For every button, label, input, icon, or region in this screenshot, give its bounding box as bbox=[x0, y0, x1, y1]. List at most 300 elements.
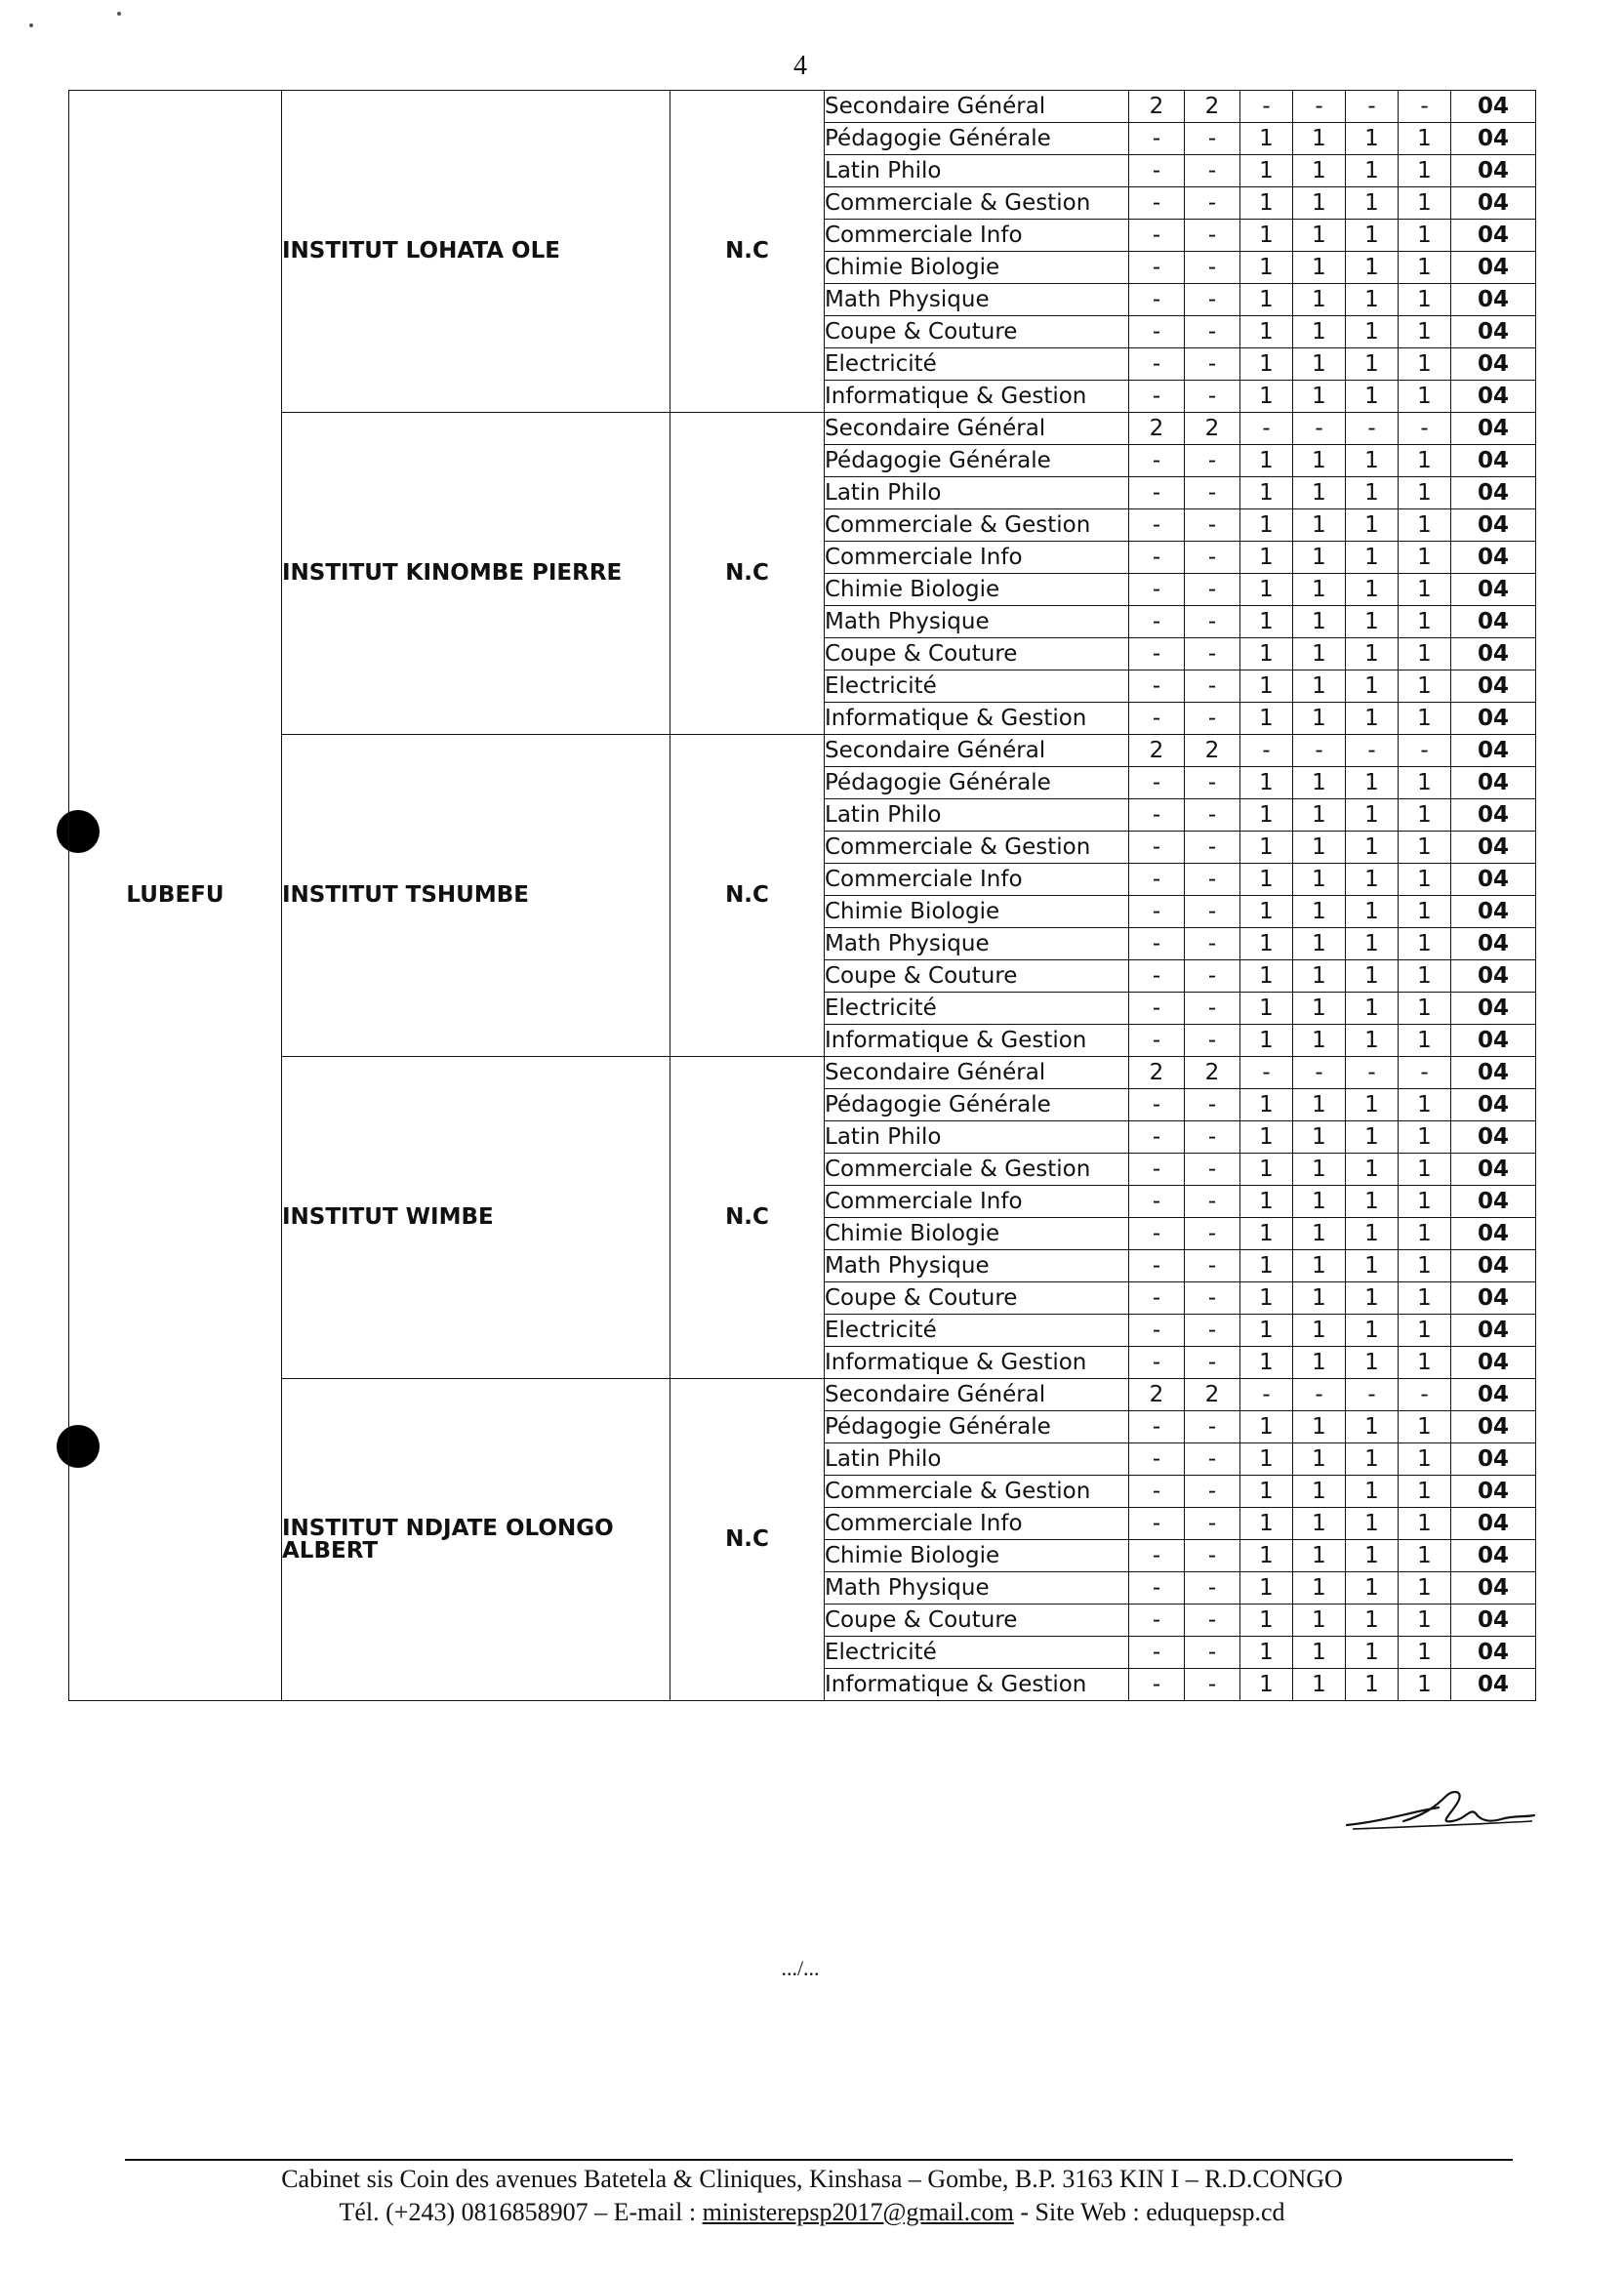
count-cell: 1 bbox=[1293, 703, 1346, 735]
option-name: Latin Philo bbox=[825, 1443, 1129, 1476]
count-cell: 1 bbox=[1399, 477, 1451, 509]
count-cell: 1 bbox=[1399, 832, 1451, 864]
count-cell: - bbox=[1129, 832, 1185, 864]
count-cell: 1 bbox=[1240, 1282, 1293, 1315]
count-cell: - bbox=[1129, 1637, 1185, 1669]
count-cell: 1 bbox=[1399, 1411, 1451, 1443]
count-cell: 1 bbox=[1293, 993, 1346, 1025]
count-cell: 1 bbox=[1240, 316, 1293, 348]
count-cell: - bbox=[1185, 1089, 1240, 1121]
count-cell: 1 bbox=[1293, 1572, 1346, 1605]
count-cell: - bbox=[1185, 252, 1240, 284]
option-name: Coupe & Couture bbox=[825, 1282, 1129, 1315]
count-cell: 1 bbox=[1399, 1572, 1451, 1605]
signature-scribble bbox=[1345, 1782, 1536, 1841]
school-status: N.C bbox=[670, 735, 825, 1057]
count-cell: - bbox=[1185, 123, 1240, 155]
option-name: Pédagogie Générale bbox=[825, 767, 1129, 799]
footer-phone: Tél. (+243) 0816858907 – E-mail : bbox=[339, 2198, 703, 2226]
count-cell: 1 bbox=[1399, 155, 1451, 187]
total-cell: 04 bbox=[1451, 187, 1536, 220]
count-cell: 1 bbox=[1399, 1282, 1451, 1315]
option-name: Informatique & Gestion bbox=[825, 1347, 1129, 1379]
scan-speck bbox=[117, 12, 121, 16]
count-cell: 1 bbox=[1346, 928, 1399, 960]
count-cell: - bbox=[1185, 1605, 1240, 1637]
school-name: INSTITUT NDJATE OLONGO ALBERT bbox=[282, 1379, 670, 1701]
total-cell: 04 bbox=[1451, 316, 1536, 348]
count-cell: 1 bbox=[1240, 960, 1293, 993]
count-cell: 1 bbox=[1293, 1154, 1346, 1186]
option-name: Secondaire Général bbox=[825, 1379, 1129, 1411]
count-cell: - bbox=[1129, 1347, 1185, 1379]
option-name: Math Physique bbox=[825, 1572, 1129, 1605]
total-cell: 04 bbox=[1451, 960, 1536, 993]
count-cell: - bbox=[1185, 1540, 1240, 1572]
total-cell: 04 bbox=[1451, 864, 1536, 896]
count-cell: 1 bbox=[1399, 606, 1451, 638]
count-cell: 1 bbox=[1240, 381, 1293, 413]
count-cell: 1 bbox=[1240, 832, 1293, 864]
count-cell: - bbox=[1240, 735, 1293, 767]
count-cell: 1 bbox=[1346, 1121, 1399, 1154]
count-cell: - bbox=[1129, 670, 1185, 703]
count-cell: 1 bbox=[1293, 1089, 1346, 1121]
count-cell: - bbox=[1185, 896, 1240, 928]
count-cell: 1 bbox=[1399, 1476, 1451, 1508]
option-name: Commerciale & Gestion bbox=[825, 832, 1129, 864]
option-name: Chimie Biologie bbox=[825, 1540, 1129, 1572]
count-cell: 1 bbox=[1399, 896, 1451, 928]
count-cell: 1 bbox=[1293, 1605, 1346, 1637]
count-cell: 1 bbox=[1399, 574, 1451, 606]
count-cell: - bbox=[1185, 638, 1240, 670]
count-cell: 1 bbox=[1346, 606, 1399, 638]
count-cell: - bbox=[1129, 316, 1185, 348]
count-cell: - bbox=[1346, 413, 1399, 445]
count-cell: - bbox=[1185, 1637, 1240, 1669]
count-cell: 1 bbox=[1293, 316, 1346, 348]
footer-address: Cabinet sis Coin des avenues Batetela & Cliniques, Kinshasa – Gombe, B.P. 3163 KIN I – R.D.CONGO bbox=[281, 2165, 1343, 2193]
footer-divider bbox=[125, 2159, 1513, 2161]
total-cell: 04 bbox=[1451, 928, 1536, 960]
count-cell: - bbox=[1129, 928, 1185, 960]
count-cell: - bbox=[1185, 1347, 1240, 1379]
count-cell: 1 bbox=[1346, 1347, 1399, 1379]
count-cell: 1 bbox=[1346, 703, 1399, 735]
count-cell: 1 bbox=[1240, 477, 1293, 509]
count-cell: 1 bbox=[1293, 1315, 1346, 1347]
count-cell: 1 bbox=[1346, 1411, 1399, 1443]
count-cell: - bbox=[1129, 381, 1185, 413]
count-cell: 1 bbox=[1399, 1443, 1451, 1476]
total-cell: 04 bbox=[1451, 670, 1536, 703]
count-cell: 1 bbox=[1346, 1218, 1399, 1250]
count-cell: 1 bbox=[1346, 542, 1399, 574]
total-cell: 04 bbox=[1451, 1540, 1536, 1572]
count-cell: - bbox=[1129, 155, 1185, 187]
count-cell: 1 bbox=[1240, 1315, 1293, 1347]
count-cell: 1 bbox=[1346, 1025, 1399, 1057]
count-cell: 1 bbox=[1293, 1411, 1346, 1443]
count-cell: 1 bbox=[1293, 832, 1346, 864]
count-cell: 1 bbox=[1399, 381, 1451, 413]
total-cell: 04 bbox=[1451, 1218, 1536, 1250]
count-cell: 1 bbox=[1240, 1540, 1293, 1572]
count-cell: 1 bbox=[1293, 1282, 1346, 1315]
table-row bbox=[69, 413, 1536, 445]
count-cell: 1 bbox=[1240, 767, 1293, 799]
count-cell: - bbox=[1185, 1025, 1240, 1057]
total-cell: 04 bbox=[1451, 220, 1536, 252]
count-cell: - bbox=[1129, 1508, 1185, 1540]
count-cell: 1 bbox=[1240, 703, 1293, 735]
count-cell: - bbox=[1129, 1572, 1185, 1605]
count-cell: 2 bbox=[1129, 735, 1185, 767]
count-cell: 1 bbox=[1293, 284, 1346, 316]
count-cell: - bbox=[1129, 445, 1185, 477]
count-cell: 1 bbox=[1293, 1540, 1346, 1572]
count-cell: 1 bbox=[1293, 187, 1346, 220]
count-cell: 1 bbox=[1346, 445, 1399, 477]
option-name: Latin Philo bbox=[825, 155, 1129, 187]
count-cell: 1 bbox=[1346, 187, 1399, 220]
option-name: Latin Philo bbox=[825, 799, 1129, 832]
school-status: N.C bbox=[670, 413, 825, 735]
count-cell: - bbox=[1185, 348, 1240, 381]
count-cell: 1 bbox=[1346, 864, 1399, 896]
count-cell: 1 bbox=[1346, 1089, 1399, 1121]
count-cell: 1 bbox=[1399, 960, 1451, 993]
count-cell: 1 bbox=[1240, 220, 1293, 252]
count-cell: 1 bbox=[1293, 864, 1346, 896]
option-name: Informatique & Gestion bbox=[825, 381, 1129, 413]
count-cell: - bbox=[1129, 1669, 1185, 1701]
count-cell: 1 bbox=[1346, 1154, 1399, 1186]
total-cell: 04 bbox=[1451, 1572, 1536, 1605]
option-name: Math Physique bbox=[825, 284, 1129, 316]
total-cell: 04 bbox=[1451, 1025, 1536, 1057]
count-cell: - bbox=[1185, 1282, 1240, 1315]
count-cell: 1 bbox=[1293, 928, 1346, 960]
table-row bbox=[69, 1057, 1536, 1089]
count-cell: 1 bbox=[1240, 670, 1293, 703]
count-cell: 1 bbox=[1293, 799, 1346, 832]
count-cell: - bbox=[1293, 413, 1346, 445]
count-cell: 1 bbox=[1346, 220, 1399, 252]
count-cell: - bbox=[1185, 1669, 1240, 1701]
count-cell: 2 bbox=[1185, 735, 1240, 767]
count-cell: - bbox=[1185, 574, 1240, 606]
count-cell: - bbox=[1129, 477, 1185, 509]
option-name: Math Physique bbox=[825, 1250, 1129, 1282]
option-name: Coupe & Couture bbox=[825, 316, 1129, 348]
count-cell: - bbox=[1185, 1443, 1240, 1476]
option-name: Chimie Biologie bbox=[825, 252, 1129, 284]
count-cell: 1 bbox=[1399, 316, 1451, 348]
total-cell: 04 bbox=[1451, 1637, 1536, 1669]
total-cell: 04 bbox=[1451, 381, 1536, 413]
count-cell: 2 bbox=[1185, 1379, 1240, 1411]
count-cell: 1 bbox=[1399, 1218, 1451, 1250]
count-cell: - bbox=[1185, 1508, 1240, 1540]
count-cell: 2 bbox=[1185, 91, 1240, 123]
option-name: Pédagogie Générale bbox=[825, 1411, 1129, 1443]
count-cell: - bbox=[1185, 381, 1240, 413]
count-cell: - bbox=[1129, 993, 1185, 1025]
count-cell: 1 bbox=[1293, 896, 1346, 928]
count-cell: - bbox=[1129, 638, 1185, 670]
count-cell: - bbox=[1399, 735, 1451, 767]
continuation-mark: .../... bbox=[781, 1956, 820, 1980]
count-cell: 1 bbox=[1240, 155, 1293, 187]
total-cell: 04 bbox=[1451, 703, 1536, 735]
count-cell: 1 bbox=[1240, 928, 1293, 960]
total-cell: 04 bbox=[1451, 799, 1536, 832]
count-cell: 1 bbox=[1399, 509, 1451, 542]
school-status: N.C bbox=[670, 1379, 825, 1701]
count-cell: 1 bbox=[1399, 1540, 1451, 1572]
count-cell: 1 bbox=[1399, 928, 1451, 960]
count-cell: - bbox=[1185, 1250, 1240, 1282]
school-name: INSTITUT WIMBE bbox=[282, 1057, 670, 1379]
total-cell: 04 bbox=[1451, 638, 1536, 670]
count-cell: - bbox=[1129, 1443, 1185, 1476]
total-cell: 04 bbox=[1451, 1347, 1536, 1379]
count-cell: 1 bbox=[1240, 606, 1293, 638]
school-status: N.C bbox=[670, 91, 825, 413]
count-cell: 1 bbox=[1293, 1186, 1346, 1218]
count-cell: - bbox=[1399, 413, 1451, 445]
count-cell: - bbox=[1185, 832, 1240, 864]
option-name: Electricité bbox=[825, 1315, 1129, 1347]
count-cell: - bbox=[1129, 1089, 1185, 1121]
count-cell: 1 bbox=[1240, 993, 1293, 1025]
count-cell: 1 bbox=[1399, 638, 1451, 670]
count-cell: 1 bbox=[1293, 509, 1346, 542]
option-name: Pédagogie Générale bbox=[825, 123, 1129, 155]
count-cell: 1 bbox=[1399, 1669, 1451, 1701]
count-cell: - bbox=[1129, 574, 1185, 606]
count-cell: 1 bbox=[1293, 1476, 1346, 1508]
count-cell: - bbox=[1185, 928, 1240, 960]
count-cell: 1 bbox=[1346, 993, 1399, 1025]
count-cell: - bbox=[1129, 1540, 1185, 1572]
count-cell: 1 bbox=[1293, 960, 1346, 993]
footer-contact bbox=[0, 2198, 1624, 2227]
count-cell: 1 bbox=[1293, 1508, 1346, 1540]
count-cell: 1 bbox=[1293, 1250, 1346, 1282]
count-cell: 1 bbox=[1399, 445, 1451, 477]
option-name: Coupe & Couture bbox=[825, 638, 1129, 670]
option-name: Commerciale Info bbox=[825, 542, 1129, 574]
option-name: Commerciale Info bbox=[825, 220, 1129, 252]
count-cell: 1 bbox=[1346, 1540, 1399, 1572]
option-name: Chimie Biologie bbox=[825, 896, 1129, 928]
count-cell: - bbox=[1399, 1379, 1451, 1411]
total-cell: 04 bbox=[1451, 1443, 1536, 1476]
page-number: 4 bbox=[793, 51, 807, 81]
count-cell: - bbox=[1185, 1218, 1240, 1250]
total-cell: 04 bbox=[1451, 252, 1536, 284]
count-cell: 1 bbox=[1346, 1572, 1399, 1605]
count-cell: - bbox=[1293, 1057, 1346, 1089]
count-cell: 1 bbox=[1346, 960, 1399, 993]
count-cell: - bbox=[1185, 1411, 1240, 1443]
count-cell: 1 bbox=[1293, 1637, 1346, 1669]
count-cell: - bbox=[1185, 187, 1240, 220]
count-cell: 1 bbox=[1293, 638, 1346, 670]
total-cell: 04 bbox=[1451, 348, 1536, 381]
total-cell: 04 bbox=[1451, 767, 1536, 799]
count-cell: - bbox=[1129, 606, 1185, 638]
count-cell: 1 bbox=[1399, 1508, 1451, 1540]
table-row bbox=[69, 1379, 1536, 1411]
count-cell: 1 bbox=[1399, 1347, 1451, 1379]
count-cell: 1 bbox=[1293, 1347, 1346, 1379]
total-cell: 04 bbox=[1451, 896, 1536, 928]
total-cell: 04 bbox=[1451, 574, 1536, 606]
count-cell: - bbox=[1185, 993, 1240, 1025]
count-cell: 1 bbox=[1240, 1089, 1293, 1121]
count-cell: 1 bbox=[1346, 799, 1399, 832]
count-cell: - bbox=[1129, 123, 1185, 155]
count-cell: 1 bbox=[1240, 638, 1293, 670]
count-cell: 1 bbox=[1346, 284, 1399, 316]
footer-website: - Site Web : eduquepsp.cd bbox=[1013, 2198, 1285, 2226]
count-cell: - bbox=[1185, 864, 1240, 896]
count-cell: 1 bbox=[1293, 155, 1346, 187]
count-cell: 1 bbox=[1346, 1605, 1399, 1637]
total-cell: 04 bbox=[1451, 509, 1536, 542]
total-cell: 04 bbox=[1451, 542, 1536, 574]
count-cell: 2 bbox=[1129, 91, 1185, 123]
option-name: Secondaire Général bbox=[825, 1057, 1129, 1089]
total-cell: 04 bbox=[1451, 1089, 1536, 1121]
count-cell: 1 bbox=[1399, 1637, 1451, 1669]
count-cell: - bbox=[1129, 1186, 1185, 1218]
count-cell: - bbox=[1129, 509, 1185, 542]
count-cell: 1 bbox=[1240, 1025, 1293, 1057]
option-name: Coupe & Couture bbox=[825, 960, 1129, 993]
count-cell: 1 bbox=[1399, 1154, 1451, 1186]
total-cell: 04 bbox=[1451, 284, 1536, 316]
count-cell: - bbox=[1129, 864, 1185, 896]
option-name: Secondaire Général bbox=[825, 91, 1129, 123]
option-name: Informatique & Gestion bbox=[825, 1669, 1129, 1701]
count-cell: 1 bbox=[1293, 477, 1346, 509]
option-name: Latin Philo bbox=[825, 1121, 1129, 1154]
count-cell: - bbox=[1129, 542, 1185, 574]
count-cell: 1 bbox=[1240, 864, 1293, 896]
count-cell: 1 bbox=[1399, 864, 1451, 896]
count-cell: - bbox=[1293, 735, 1346, 767]
total-cell: 04 bbox=[1451, 993, 1536, 1025]
count-cell: - bbox=[1129, 1121, 1185, 1154]
count-cell: 1 bbox=[1346, 1186, 1399, 1218]
count-cell: 1 bbox=[1399, 542, 1451, 574]
option-name: Math Physique bbox=[825, 928, 1129, 960]
option-name: Secondaire Général bbox=[825, 735, 1129, 767]
count-cell: 1 bbox=[1399, 767, 1451, 799]
count-cell: - bbox=[1399, 91, 1451, 123]
total-cell: 04 bbox=[1451, 1154, 1536, 1186]
option-name: Secondaire Général bbox=[825, 413, 1129, 445]
count-cell: - bbox=[1240, 413, 1293, 445]
table-row bbox=[69, 91, 1536, 123]
option-name: Pédagogie Générale bbox=[825, 445, 1129, 477]
count-cell: - bbox=[1129, 1411, 1185, 1443]
count-cell: 1 bbox=[1293, 445, 1346, 477]
school-status: N.C bbox=[670, 1057, 825, 1379]
count-cell: - bbox=[1185, 1186, 1240, 1218]
count-cell: 1 bbox=[1399, 348, 1451, 381]
count-cell: 1 bbox=[1346, 1250, 1399, 1282]
option-name: Latin Philo bbox=[825, 477, 1129, 509]
count-cell: - bbox=[1185, 542, 1240, 574]
count-cell: 1 bbox=[1293, 1443, 1346, 1476]
count-cell: - bbox=[1185, 703, 1240, 735]
count-cell: - bbox=[1293, 91, 1346, 123]
count-cell: 1 bbox=[1399, 1089, 1451, 1121]
count-cell: 2 bbox=[1129, 1379, 1185, 1411]
count-cell: 1 bbox=[1399, 1186, 1451, 1218]
count-cell: 1 bbox=[1346, 1508, 1399, 1540]
count-cell: 1 bbox=[1240, 799, 1293, 832]
count-cell: 1 bbox=[1293, 670, 1346, 703]
count-cell: - bbox=[1185, 767, 1240, 799]
count-cell: - bbox=[1185, 670, 1240, 703]
option-name: Informatique & Gestion bbox=[825, 1025, 1129, 1057]
count-cell: - bbox=[1185, 606, 1240, 638]
count-cell: 1 bbox=[1293, 381, 1346, 413]
count-cell: - bbox=[1185, 155, 1240, 187]
count-cell: 1 bbox=[1346, 1637, 1399, 1669]
count-cell: - bbox=[1240, 1057, 1293, 1089]
count-cell: 1 bbox=[1346, 123, 1399, 155]
count-cell: 1 bbox=[1293, 1669, 1346, 1701]
count-cell: 1 bbox=[1399, 1250, 1451, 1282]
count-cell: 1 bbox=[1240, 1443, 1293, 1476]
count-cell: 1 bbox=[1293, 1025, 1346, 1057]
count-cell: 1 bbox=[1346, 574, 1399, 606]
count-cell: - bbox=[1129, 348, 1185, 381]
count-cell: 1 bbox=[1399, 1315, 1451, 1347]
total-cell: 04 bbox=[1451, 832, 1536, 864]
total-cell: 04 bbox=[1451, 1605, 1536, 1637]
count-cell: 1 bbox=[1293, 606, 1346, 638]
count-cell: - bbox=[1185, 1572, 1240, 1605]
total-cell: 04 bbox=[1451, 1476, 1536, 1508]
option-name: Electricité bbox=[825, 993, 1129, 1025]
count-cell: - bbox=[1129, 1315, 1185, 1347]
total-cell: 04 bbox=[1451, 1315, 1536, 1347]
count-cell: - bbox=[1129, 252, 1185, 284]
count-cell: - bbox=[1185, 284, 1240, 316]
count-cell: 1 bbox=[1293, 1218, 1346, 1250]
count-cell: 1 bbox=[1240, 284, 1293, 316]
count-cell: 1 bbox=[1240, 1250, 1293, 1282]
table-body bbox=[69, 91, 1536, 1701]
school-name: INSTITUT TSHUMBE bbox=[282, 735, 670, 1057]
count-cell: - bbox=[1185, 445, 1240, 477]
count-cell: 1 bbox=[1240, 896, 1293, 928]
count-cell: - bbox=[1129, 1282, 1185, 1315]
count-cell: 1 bbox=[1399, 670, 1451, 703]
count-cell: - bbox=[1240, 1379, 1293, 1411]
footer-email-link[interactable]: ministerepsp2017@gmail.com bbox=[702, 2198, 1014, 2226]
count-cell: 1 bbox=[1399, 187, 1451, 220]
